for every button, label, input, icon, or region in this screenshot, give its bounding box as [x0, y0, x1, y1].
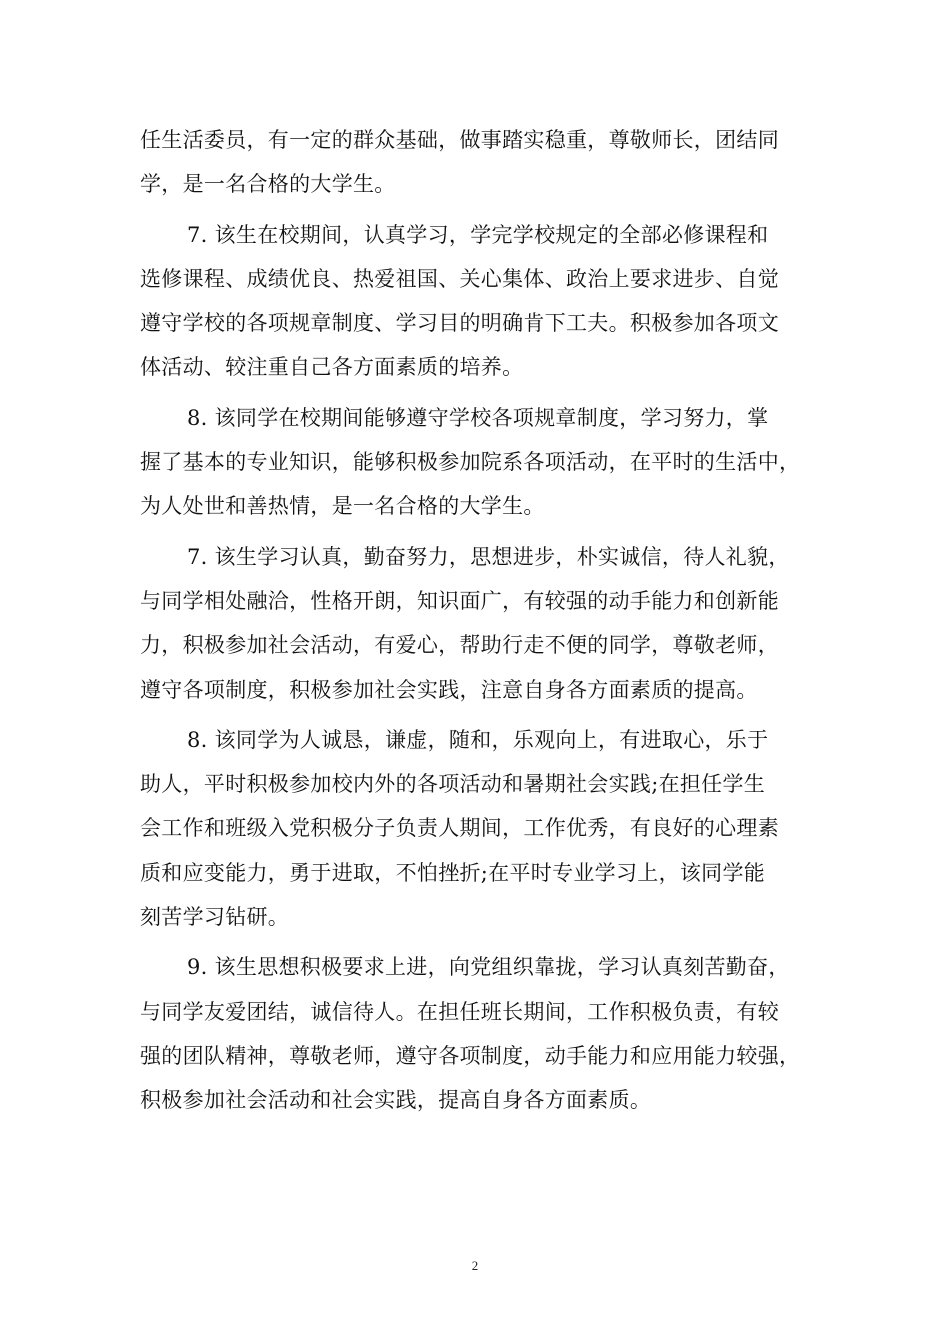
text-line: 与同学相处融洽，性格开朗，知识面广，有较强的动手能力和创新能 — [140, 588, 779, 613]
text-line: 为人处世和善热情，是一名合格的大学生。 — [140, 494, 545, 519]
text-line: 遵守各项制度，积极参加社会实践，注意自身各方面素质的提高。 — [140, 677, 758, 702]
paragraph-continuation — [140, 118, 830, 207]
text-line: 7. 该生学习认真，勤奋努力，思想进步，朴实诚信，待人礼貌， — [187, 544, 790, 569]
paragraph-item-8a — [140, 396, 830, 529]
text-line: 任生活委员，有一定的群众基础，做事踏实稳重，尊敬师长，团结同 — [140, 128, 779, 152]
text-line: 积极参加社会活动和社会实践，提高自身各方面素质。 — [140, 1088, 652, 1113]
text-line: 质和应变能力，勇于进取，不怕挫折;在平时专业学习上，该同学能 — [140, 860, 766, 885]
text-line: 7. 该生在校期间，认真学习，学完学校规定的全部必修课程和 — [187, 222, 769, 247]
text-line: 力，积极参加社会活动，有爱心，帮助行走不便的同学，尊敬老师， — [140, 633, 779, 658]
text-line: 选修课程、成绩优良、热爱祖国、关心集体、政治上要求进步、自觉 — [140, 266, 779, 291]
text-line: 遵守学校的各项规章制度、学习目的明确肯下工夫。积极参加各项文 — [140, 311, 779, 336]
text-line: 助人，平时积极参加校内外的各项活动和暑期社会实践;在担任学生 — [140, 772, 766, 797]
text-line: 强的团队精神，尊敬老师，遵守各项制度，动手能力和应用能力较强， — [140, 1043, 801, 1068]
text-line: 8. 该同学为人诚恳，谦虚，随和，乐观向上，有进取心，乐于 — [187, 727, 769, 752]
text-line: 体活动、较注重自己各方面素质的培养。 — [140, 355, 524, 380]
text-line: 刻苦学习钻研。 — [140, 905, 290, 930]
text-line: 与同学友爱团结，诚信待人。在担任班长期间，工作积极负责，有较 — [140, 999, 779, 1024]
text-line: 8. 该同学在校期间能够遵守学校各项规章制度，学习努力，掌 — [187, 405, 769, 430]
text-line: 学，是一名合格的大学生。 — [140, 172, 396, 197]
paragraph-item-8b — [140, 718, 830, 939]
text-line: 会工作和班级入党积极分子负责人期间，工作优秀，有良好的心理素 — [140, 816, 779, 841]
paragraph-item-9 — [140, 945, 830, 1122]
paragraph-item-7b — [140, 535, 830, 712]
text-line: 9. 该生思想积极要求上进，向党组织靠拢，学习认真刻苦勤奋， — [187, 955, 790, 980]
document-body — [140, 118, 830, 1123]
text-line: 握了基本的专业知识，能够积极参加院系各项活动，在平时的生活中， — [140, 450, 801, 475]
paragraph-item-7a — [140, 213, 830, 390]
page-number: 2 — [471, 1258, 479, 1273]
